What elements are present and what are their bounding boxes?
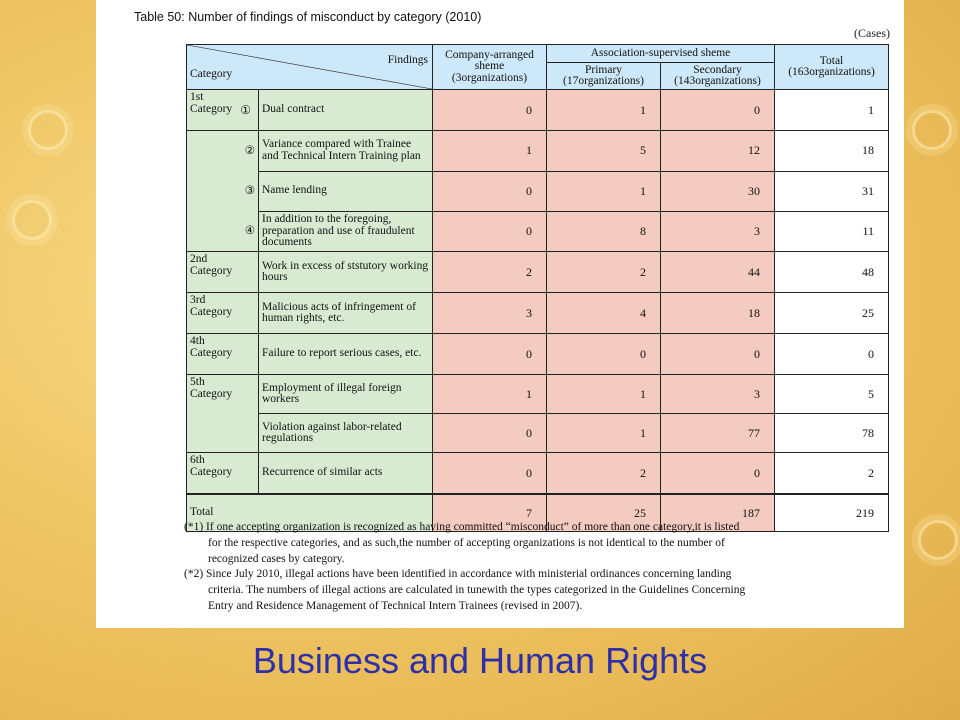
flower-ornament-icon <box>918 520 958 560</box>
primary-value: 2 <box>547 453 661 495</box>
company-total: 7 <box>433 494 547 532</box>
total-row-label: Total <box>187 494 433 532</box>
company-value: 0 <box>433 334 547 375</box>
total-value: 31 <box>775 171 889 211</box>
finding-cell: Failure to report serious cases, etc. <box>259 334 433 375</box>
table-title: Table 50: Number of findings of misconduct by category (2010) <box>134 10 482 24</box>
category-cell: 5th Category <box>187 375 259 453</box>
finding-cell: Variance compared with Trainee and Technical Intern Training plan <box>259 131 433 172</box>
company-value: 0 <box>433 211 547 252</box>
secondary-value: 18 <box>661 293 775 334</box>
finding-cell: Violation against labor-related regulations <box>259 414 433 453</box>
table-row <box>187 334 889 375</box>
primary-value: 1 <box>547 375 661 414</box>
finding-cell: Dual contract <box>259 90 433 131</box>
total-value: 5 <box>775 375 889 414</box>
category-cell: 4th Category <box>187 334 259 375</box>
units-label: (Cases) <box>854 26 890 40</box>
footnote-1: (*1) If one accepting organization is recognized as having committed “misconduct” of more than one category,it is listed for the respective categories, and as such,the number of accepting organizations is not identical to the number of recognized cases by category. <box>184 521 740 565</box>
footnotes <box>184 520 884 615</box>
company-value: 1 <box>433 375 547 414</box>
secondary-value: 77 <box>661 414 775 453</box>
company-value: 0 <box>433 171 547 211</box>
total-header: Total (163organizations) <box>775 45 889 90</box>
primary-value: 2 <box>547 252 661 293</box>
secondary-value: 12 <box>661 131 775 172</box>
company-value: 2 <box>433 252 547 293</box>
primary-total: 25 <box>547 494 661 532</box>
total-value: 78 <box>775 414 889 453</box>
finding-cell: Work in excess of ststutory working hours <box>259 252 433 293</box>
header-row <box>187 45 889 63</box>
company-value: 0 <box>433 414 547 453</box>
total-value: 48 <box>775 252 889 293</box>
total-value: 11 <box>775 211 889 252</box>
category-cell: 2nd Category <box>187 252 259 293</box>
total-value: 2 <box>775 453 889 495</box>
category-header-label: Category <box>190 68 233 80</box>
total-value: 0 <box>775 334 889 375</box>
secondary-value: 3 <box>661 211 775 252</box>
secondary-value: 0 <box>661 334 775 375</box>
table-row <box>187 171 889 211</box>
footnote-2: (*2) Since July 2010, illegal actions have been identified in accordance with ministerial ordinances concerning landing criteria. The numbers of illegal actions are calculated in tunewith the types categorized in the Guidelines Concerning Entry and Residence Management of Technical Intern Trainees (revised in 2007). <box>184 568 746 612</box>
table-row <box>187 211 889 252</box>
flower-ornament-icon <box>28 110 68 150</box>
company-header: Company-arranged sheme (3organizations) <box>433 45 547 90</box>
total-value: 25 <box>775 293 889 334</box>
primary-header: Primary (17organizations) <box>547 63 661 90</box>
category-cell: 6th Category <box>187 453 259 495</box>
association-header: Association-supervised sheme <box>547 45 775 63</box>
company-value: 0 <box>433 90 547 131</box>
secondary-value: 0 <box>661 453 775 495</box>
primary-value: 8 <box>547 211 661 252</box>
primary-value: 1 <box>547 414 661 453</box>
finding-cell: Recurrence of similar acts <box>259 453 433 495</box>
table-row <box>187 453 889 495</box>
secondary-value: 44 <box>661 252 775 293</box>
category-marker-cell: ③ <box>187 171 259 211</box>
table-row <box>187 375 889 414</box>
findings-category-header <box>187 45 433 90</box>
misconduct-table <box>186 44 889 532</box>
category-marker-cell: ④ <box>187 211 259 252</box>
primary-value: 4 <box>547 293 661 334</box>
finding-cell: Name lending <box>259 171 433 211</box>
slide-caption: Business and Human Rights <box>252 640 708 681</box>
finding-cell: Employment of illegal foreign workers <box>259 375 433 414</box>
category-marker-cell: ② <box>187 131 259 172</box>
secondary-header: Secondary (143organizations) <box>661 63 775 90</box>
flower-ornament-icon <box>12 200 52 240</box>
primary-value: 5 <box>547 131 661 172</box>
table-row <box>187 252 889 293</box>
primary-value: 0 <box>547 334 661 375</box>
total-value: 18 <box>775 131 889 172</box>
table-row <box>187 293 889 334</box>
table-row <box>187 131 889 172</box>
table-row <box>187 414 889 453</box>
total-value: 1 <box>775 90 889 131</box>
category-cell: 1st Category ① <box>187 90 259 131</box>
secondary-total: 187 <box>661 494 775 532</box>
primary-value: 1 <box>547 90 661 131</box>
finding-cell: In addition to the foregoing, preparation and use of fraudulent documents <box>259 211 433 252</box>
finding-cell: Malicious acts of infringement of human rights, etc. <box>259 293 433 334</box>
grand-total: 219 <box>775 494 889 532</box>
secondary-value: 3 <box>661 375 775 414</box>
category-cell: 3rd Category <box>187 293 259 334</box>
company-value: 0 <box>433 453 547 495</box>
primary-value: 1 <box>547 171 661 211</box>
company-value: 3 <box>433 293 547 334</box>
secondary-value: 30 <box>661 171 775 211</box>
company-value: 1 <box>433 131 547 172</box>
secondary-value: 0 <box>661 90 775 131</box>
findings-header-label: Findings <box>387 54 428 66</box>
flower-ornament-icon <box>912 110 952 150</box>
table-row <box>187 90 889 131</box>
table-image-panel <box>96 0 904 628</box>
